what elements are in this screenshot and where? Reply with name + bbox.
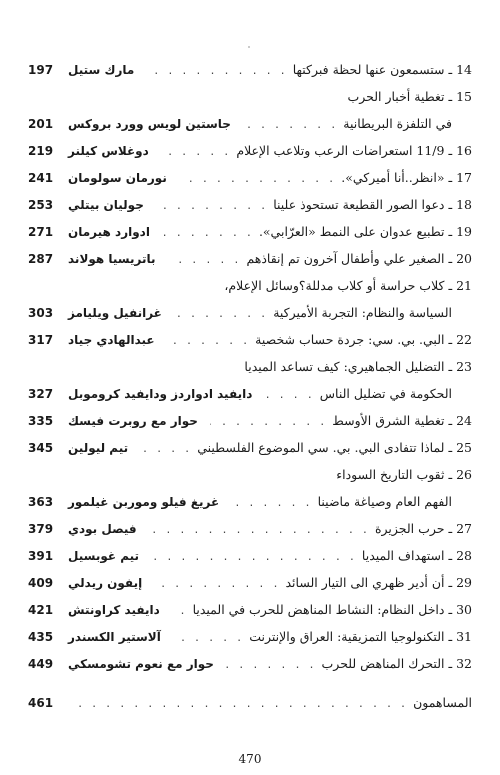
entry-title: في التلفزة البريطانية — [343, 116, 452, 131]
entry-page-number: 253 — [28, 198, 54, 212]
entry-title: 25 ـ لماذا تتفادى البي. بي. سي الموضوع الفلسطيني — [197, 440, 472, 455]
dot-leader — [167, 328, 250, 355]
entry-page-number: 345 — [28, 441, 54, 455]
dot-leader — [161, 139, 231, 166]
toc-entry — [28, 515, 472, 542]
entry-author: ادوارد هيرمان — [68, 225, 150, 239]
toc-entry — [28, 191, 472, 218]
entry-page-number: 219 — [28, 144, 54, 158]
entry-page-number: 391 — [28, 549, 54, 563]
toc-entry — [28, 272, 472, 299]
entry-author: دايفيد ادواردز ودايفيد كروموبل — [68, 387, 253, 401]
entry-author: حوار مع روبرت فيسك — [68, 414, 198, 428]
entry-author: نورمان سولومان — [68, 171, 167, 185]
dot-leader — [179, 166, 335, 193]
entry-page-number: 303 — [28, 306, 54, 320]
entry-author: غريغ فيلو وموربن غيلمور — [68, 495, 220, 509]
dot-leader — [231, 490, 311, 517]
entry-author: جاستين لويس وورد بروكس — [68, 117, 231, 131]
dot-leader — [264, 382, 313, 409]
entry-title: الحكومة في تضليل الناس — [319, 386, 452, 401]
table-of-contents — [28, 56, 472, 716]
toc-entry — [28, 650, 472, 677]
toc-entry — [28, 299, 472, 326]
dot-leader — [74, 691, 407, 718]
entry-page-number: 409 — [28, 576, 54, 590]
entry-title: 15 ـ تغطية أخبار الحرب — [347, 89, 472, 104]
toc-entry — [28, 488, 472, 515]
toc-entry — [28, 218, 472, 245]
toc-entry — [28, 245, 472, 272]
entry-page-number: 241 — [28, 171, 54, 185]
entry-author: حوار مع نعوم تشومسكي — [68, 657, 214, 671]
toc-entry — [28, 542, 472, 569]
toc-entry — [28, 56, 472, 83]
dot-leader — [146, 58, 286, 85]
entry-title: 20 ـ الصغير علي وأطفال آخرون تم إنقاذهم — [246, 251, 472, 266]
dot-leader — [226, 652, 316, 679]
entry-page-number: 327 — [28, 387, 54, 401]
toc-entry — [28, 596, 472, 623]
entry-author: تيم غوبسيل — [68, 549, 140, 563]
toc-entry — [28, 434, 472, 461]
dot-leader — [149, 517, 369, 544]
entry-author: إيفون ريدلي — [68, 576, 143, 590]
entry-page-number: 421 — [28, 603, 54, 617]
entry-page-number: 379 — [28, 522, 54, 536]
entry-author: جوليان بيتلي — [68, 198, 144, 212]
entry-page-number: 363 — [28, 495, 54, 509]
entry-author: مارك ستيل — [68, 63, 135, 77]
entry-page-number: 449 — [28, 657, 54, 671]
entry-title: المساهمون — [413, 695, 472, 710]
entry-title: الفهم العام وصياغة ماضينا — [317, 494, 452, 509]
entry-title: 27 ـ حرب الجزيرة — [374, 521, 472, 536]
entry-title: 23 ـ التضليل الجماهيري: كيف تساعد الميديا — [244, 359, 472, 374]
entry-title: 26 ـ ثقوب التاريخ السوداء — [336, 467, 472, 482]
entry-author: عبدالهادي جياد — [68, 333, 155, 347]
page-mark — [248, 46, 250, 48]
dot-leader — [162, 220, 253, 247]
entry-title: 29 ـ أن أدير ظهري الى التيار السائد — [285, 575, 472, 590]
entry-author: فيصل بودي — [68, 522, 137, 536]
toc-entry — [28, 326, 472, 353]
entry-title: 31 ـ التكنولوجيا التمزيقية: العراق والإنترنت — [249, 629, 472, 644]
toc-entry — [28, 110, 472, 137]
entry-title: 21 ـ كلاب حراسة أو كلاب مدللة؟وسائل الإعلام، — [224, 278, 472, 293]
entry-title: 16 ـ 11/9 استعراضات الرعب وتلاعب الإعلام — [236, 143, 472, 158]
entry-title: 17 ـ «انظر..أنا أميركي». — [341, 170, 472, 185]
toc-entry — [28, 461, 472, 488]
toc-entry — [28, 353, 472, 380]
dot-leader — [151, 544, 356, 571]
entry-author: تيم ليولين — [68, 441, 129, 455]
entry-title: 19 ـ تطبيع عدوان على النمط «العرّابي». — [258, 224, 472, 239]
entry-page-number: 335 — [28, 414, 54, 428]
dot-leader — [168, 247, 241, 274]
toc-entry — [28, 164, 472, 191]
toc-entry — [28, 380, 472, 407]
entry-page-number: 201 — [28, 117, 54, 131]
entry-page-number: 317 — [28, 333, 54, 347]
toc-entry — [28, 569, 472, 596]
toc-entry — [28, 623, 472, 650]
entry-page-number: 197 — [28, 63, 54, 77]
dot-leader — [210, 409, 326, 436]
dot-leader — [156, 193, 267, 220]
entry-page-number: 461 — [28, 696, 54, 710]
entry-author: دوغلاس كيلنر — [68, 144, 149, 158]
entry-author: آلاستير الكسندر — [68, 630, 161, 644]
dot-leader — [140, 436, 191, 463]
dot-leader — [173, 625, 243, 652]
toc-entry — [28, 407, 472, 434]
toc-entry — [28, 137, 472, 164]
page-number: 470 — [238, 752, 262, 766]
entry-page-number: 271 — [28, 225, 54, 239]
dot-leader — [243, 112, 337, 139]
entry-title: 32 ـ التحرك المناهض للحرب — [321, 656, 472, 671]
entry-title: 30 ـ داخل النظام: النشاط المناهض للحرب في الميديا — [192, 602, 472, 617]
entry-page-number: 435 — [28, 630, 54, 644]
entry-title: 24 ـ تغطية الشرق الأوسط — [332, 413, 472, 428]
entry-author: غرانفيل ويليامز — [68, 306, 162, 320]
entry-title: 18 ـ دعوا الصور القطيعة تستحوذ علينا — [273, 197, 472, 212]
entry-title: 22 ـ البي. بي. سي: جردة حساب شخصية — [255, 332, 472, 347]
dot-leader — [154, 571, 279, 598]
toc-entry — [28, 83, 472, 110]
entry-title: السياسة والنظام: التجربة الأميركية — [273, 305, 452, 320]
dot-leader — [172, 598, 187, 625]
entry-title: 14 ـ ستسمعون عنها لحظة فبركتها — [292, 62, 472, 77]
entry-title: 28 ـ استهداف الميديا — [361, 548, 472, 563]
entry-page-number: 287 — [28, 252, 54, 266]
entry-author: باتريسيا هولاند — [68, 252, 156, 266]
dot-leader — [174, 301, 267, 328]
contributors-entry — [28, 689, 472, 716]
entry-author: دايفيد كراونتش — [68, 603, 160, 617]
